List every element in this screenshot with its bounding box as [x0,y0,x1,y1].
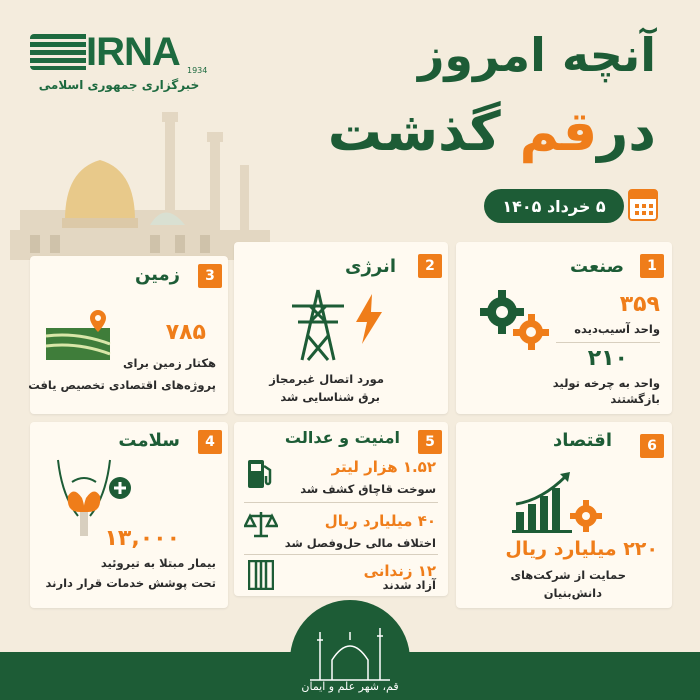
lightning-icon [352,294,384,344]
logo-subtitle: خبرگزاری جمهوری اسلامی [38,78,200,92]
card-number-badge: 6 [640,434,664,458]
stat-dispute-amount: ۴۰ میلیارد ریال [324,512,436,530]
card-title: سلامت [118,430,180,451]
footer-slogan: قم، شهر علم و ایمان [301,680,399,693]
stat-fuel-amount: ۱.۵۲ هزار لیتر [331,458,436,476]
stat-land-hectares: ۷۸۵ [165,320,206,345]
stat-damaged-units: ۳۵۹ [619,292,660,317]
card-number-badge: 5 [418,430,442,454]
stat-restored-units: ۲۱۰ [587,346,628,371]
logo-brand: IRNA [86,30,180,74]
card-number-badge: 4 [198,430,222,454]
title-line-2 [328,100,656,163]
stat-prisoners-label: آزاد شدند [382,578,436,592]
shrine-outline-icon [290,610,410,690]
stat-economy-label: حمایت از شرکت‌های [510,568,626,582]
card-title: امنیت و عدالت [284,428,400,447]
stat-energy-label-2: برق شناسایی شد [280,390,380,404]
card-title: اقتصاد [552,430,612,451]
stat-energy-label: مورد اتصال غیرمجاز [269,372,384,386]
shrine-illustration [0,100,280,260]
irna-logo [30,30,210,104]
title-suffix: گذشت [327,100,501,163]
card-land [30,256,228,414]
card-health [30,422,228,608]
divider [556,342,660,343]
card-title: زمین [134,264,180,285]
gears-icon [476,284,554,354]
stat-restored-units-label-2: بازگشتند [610,392,660,406]
stat-economy-label-2: دانش‌بنیان [543,586,602,600]
card-energy [234,242,448,414]
title-prefix: در [597,100,656,163]
divider [244,502,438,503]
stat-damaged-units-label: واحد آسیب‌دیده [574,322,660,336]
prison-icon [248,560,274,590]
calendar-icon [628,189,658,221]
stat-thyroid-patients: ۱۳,۰۰۰ [104,526,180,551]
power-tower-icon [284,286,352,362]
stat-dispute-label: اختلاف مالی حل‌وفصل شد [284,536,436,550]
stat-economy-amount: ۲۲۰ میلیارد ریال [505,538,658,560]
stat-thyroid-label-2: تحت پوشش خدمات قرار دارند [45,576,216,590]
title-line-1: آنچه امروز [417,28,656,82]
card-industry [456,242,672,414]
card-number-badge: 2 [418,254,442,278]
farmland-icon [42,308,114,364]
stat-prisoners: ۱۲ زندانی [363,562,436,580]
date-badge: ۵ خرداد ۱۴۰۵ [484,189,624,223]
scales-icon [244,510,278,540]
card-security-justice [234,422,448,596]
card-title: صنعت [570,256,624,277]
card-title: انرژی [345,256,396,277]
logo-year: 1934 [187,66,208,75]
card-economy [456,422,672,608]
stat-fuel-label: سوخت قاچاق کشف شد [300,482,436,496]
stat-land-label-2: پروژه‌های اقتصادی تخصیص یافت [28,378,216,392]
title-accent: قم [519,100,598,163]
stat-thyroid-label: بیمار مبتلا به تیروئید [100,556,216,570]
card-number-badge: 3 [198,264,222,288]
fuel-pump-icon [246,456,274,490]
stat-land-label: هکتار زمین برای [122,356,216,370]
divider [244,554,438,555]
growth-chart-icon [512,470,602,534]
stat-restored-units-label: واحد به چرخه تولید [552,376,660,390]
card-number-badge: 1 [640,254,664,278]
logo-stripes [30,34,86,70]
